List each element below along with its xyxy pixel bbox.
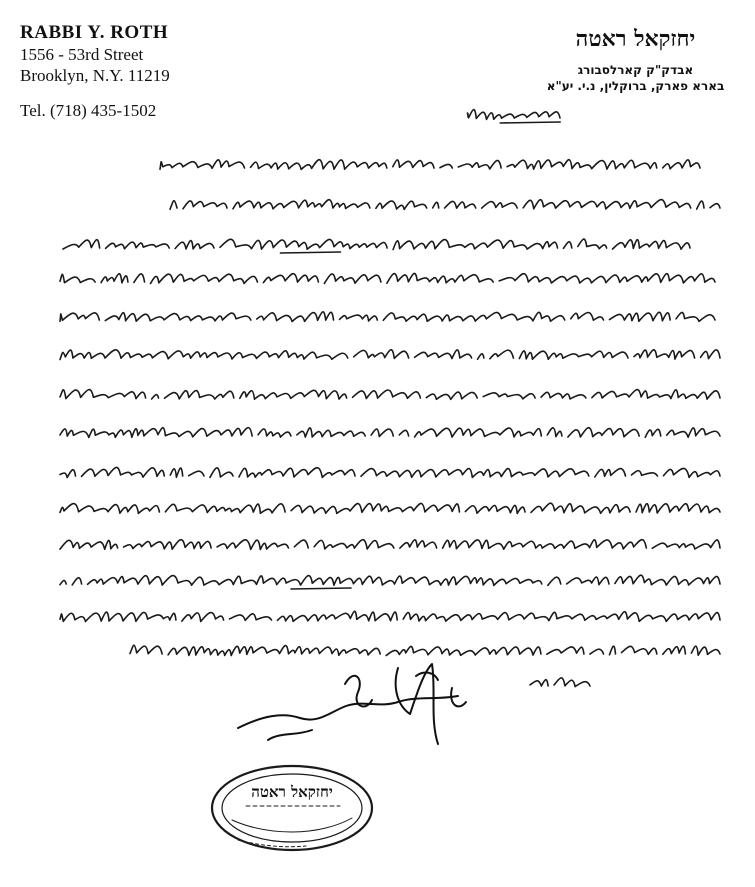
handwritten-line (60, 428, 720, 438)
hebrew-name: יחזקאל ראטה (575, 26, 696, 52)
phone-number: Tel. (718) 435-1502 (20, 101, 157, 120)
handwritten-line (54, 575, 720, 585)
handwritten-line (60, 273, 715, 283)
handwritten-underline (291, 588, 351, 589)
hebrew-location: בארא פארק, ברוקלין, נ.י. יע"א (546, 79, 725, 93)
handwritten-line (60, 390, 720, 400)
stamp-seal (212, 766, 372, 850)
handwritten-underline (500, 122, 560, 123)
stamp-name-text: יחזקאל ראטה (251, 783, 333, 801)
address-city: Brooklyn, N.Y. 11219 (20, 66, 170, 85)
handwritten-line (60, 611, 720, 621)
handwritten-line (60, 503, 720, 513)
handwritten-line (530, 678, 590, 687)
signature (238, 664, 466, 744)
handwritten-line (60, 540, 720, 550)
handwritten-line (467, 110, 560, 120)
handwritten-line (60, 312, 715, 322)
handwritten-line (154, 160, 700, 170)
handwritten-line (170, 200, 720, 210)
address-street: 1556 - 53rd Street (20, 45, 144, 64)
handwritten-underline (281, 252, 341, 253)
handwritten-line (60, 467, 720, 477)
handwritten-line (60, 350, 720, 360)
rabbi-name: RABBI Y. ROTH (20, 22, 169, 43)
handwritten-line (130, 645, 720, 655)
hebrew-title: אבדק"ק קארלסבורג (577, 63, 694, 77)
handwritten-line (57, 239, 690, 249)
